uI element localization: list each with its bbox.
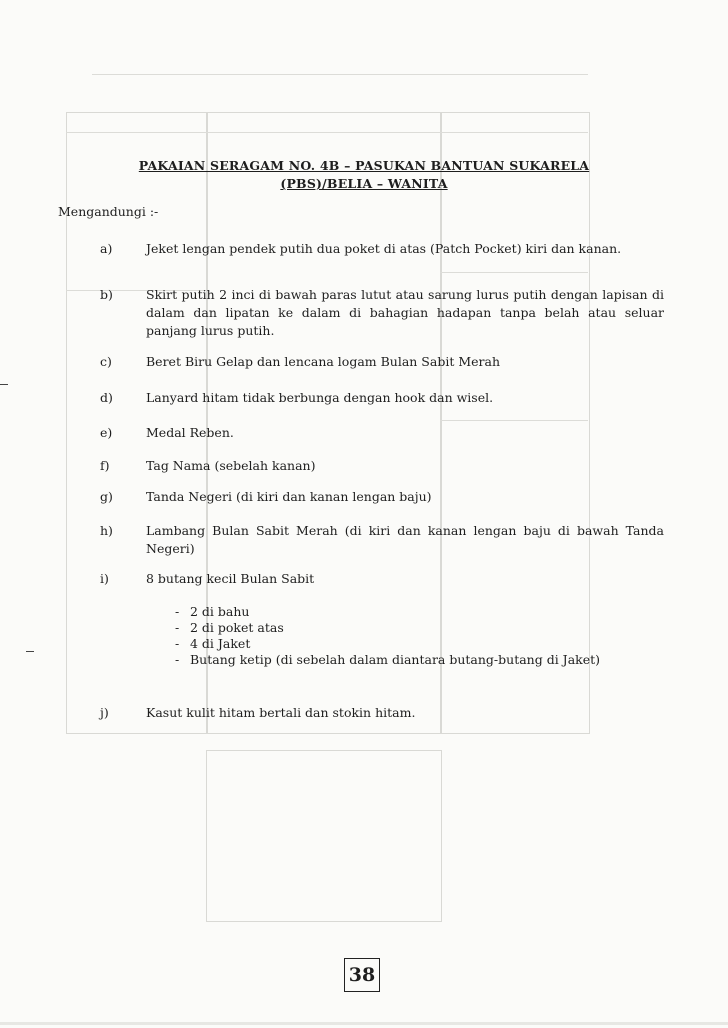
scan-mark [0, 384, 8, 385]
item-text: Beret Biru Gelap dan lencana logam Bulan Sabit Merah [146, 354, 500, 369]
ghost-frame-bottom [206, 750, 442, 922]
item-letter: g) [100, 489, 113, 504]
item-letter: d) [100, 390, 113, 405]
item-letter: f) [100, 458, 110, 473]
document-title-line1: PAKAIAN SERAGAM NO. 4B – PASUKAN BANTUAN SUKARELA [138, 158, 590, 173]
item-text: 8 butang kecil Bulan Sabit [146, 571, 315, 586]
sub-item-dash: - [175, 604, 180, 619]
sub-item-dash: - [175, 652, 180, 667]
item-text: Kasut kulit hitam bertali dan stokin hitam. [146, 705, 416, 720]
sub-item-text: Butang ketip (di sebelah dalam diantara butang-butang di Jaket) [190, 652, 601, 667]
scan-mark [26, 651, 34, 652]
item-letter: e) [100, 425, 113, 440]
document-title-line2: (PBS)/BELIA – WANITA [280, 176, 448, 191]
item-text: Tag Nama (sebelah kanan) [146, 458, 316, 473]
ghost-line [440, 272, 588, 273]
sub-item-text: 4 di Jaket [190, 636, 251, 651]
item-letter: h) [100, 523, 113, 538]
sub-item-text: 2 di poket atas [190, 620, 284, 635]
item-text: Lanyard hitam tidak berbunga dengan hook dan wisel. [146, 390, 494, 405]
item-text: Medal Reben. [146, 425, 234, 440]
sub-item-dash: - [175, 620, 180, 635]
item-letter: b) [100, 287, 113, 302]
item-letter: a) [100, 241, 113, 256]
item-text: Skirt putih 2 inci di bawah paras lutut atau sarung lurus putih dengan lapisan di dalam dan lipatan ke dalam di bahagian hadapan tanpa belah atau seluar panjang lurus putih. [146, 287, 664, 338]
item-text: Lambang Bulan Sabit Merah (di kiri dan kanan lengan baju di bawah Tanda Negeri) [146, 523, 664, 556]
sub-item-text: 2 di bahu [190, 604, 250, 619]
item-letter: i) [100, 571, 109, 586]
item-text: Tanda Negeri (di kiri dan kanan lengan baju) [146, 489, 432, 504]
scan-bottom-edge [0, 1022, 728, 1025]
intro-text: Mengandungi :- [58, 204, 159, 219]
sub-item-dash: - [175, 636, 180, 651]
item-text: Jeket lengan pendek putih dua poket di atas (Patch Pocket) kiri dan kanan. [146, 241, 622, 256]
item-letter: j) [100, 705, 109, 720]
page-number: 38 [344, 958, 380, 992]
ghost-line [66, 132, 588, 133]
item-letter: c) [100, 354, 112, 369]
ghost-line [92, 74, 588, 75]
ghost-line [440, 420, 588, 421]
